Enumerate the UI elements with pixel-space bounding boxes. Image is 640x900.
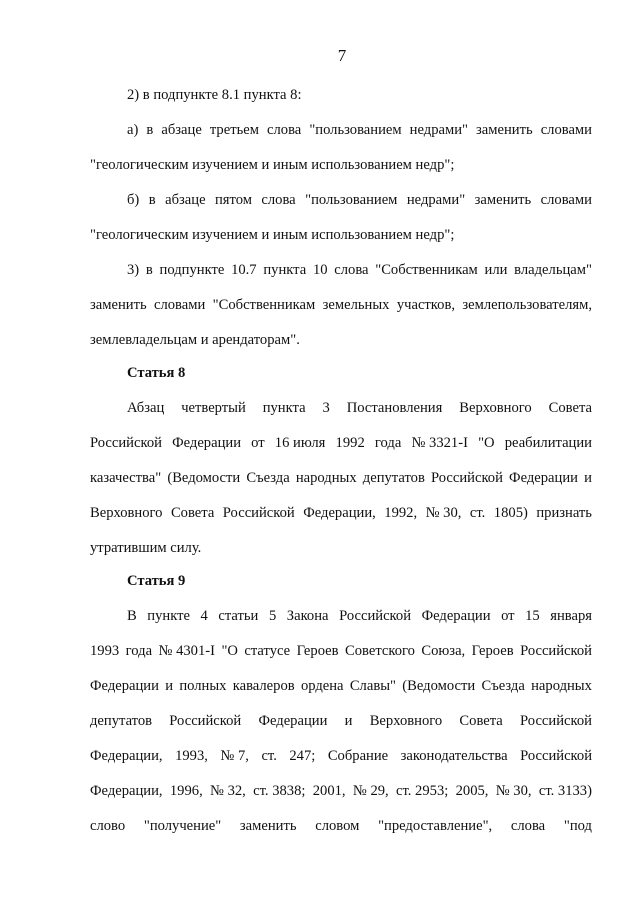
word: года [374,435,402,451]
word: Абзац [127,400,165,416]
word: Совета [548,400,592,416]
text-line [127,259,592,281]
word: Российской [520,748,592,764]
word: "пользованием [305,192,398,208]
word: 1992, [384,505,418,521]
word: (Ведомости [167,470,241,486]
text-line [90,745,592,767]
word: № 7, [220,748,249,764]
word: 1992 [335,435,365,451]
word: Российской [222,505,295,521]
word: января [550,608,592,624]
text-line [90,675,592,697]
word: пятом [215,192,252,208]
word: "пользованием [309,122,402,138]
word: Федерации, [90,783,163,799]
word: Съезда [246,470,290,486]
article-heading: Статья 9 [127,573,186,589]
word: Верховного [369,713,443,729]
word: абзаце [161,122,202,138]
text-line [127,189,592,211]
word: ордена [300,678,344,694]
word: депутатов [362,470,425,486]
word: ст. [261,748,277,764]
word: слова [510,818,546,834]
word: Съезда [481,678,525,694]
word: "О [478,435,495,451]
text-line: утратившим силу. [90,540,202,556]
word: Российской [520,713,592,729]
word: казачества" [90,470,162,486]
word: 2001, [312,783,346,799]
text-line [90,815,592,837]
word: Российской [520,643,592,659]
word: слова [267,122,302,138]
word: и [584,470,592,486]
word: № 30, [495,783,532,799]
word: 1996, [169,783,203,799]
word: 3) [127,262,140,278]
word: словами [540,192,592,208]
word: Героев [471,643,514,659]
word: законодательства [400,748,508,764]
word: Постановления [346,400,443,416]
word: третьем [209,122,259,138]
word: словами [154,297,206,313]
text-line [90,710,592,732]
word: 1993 [90,643,120,659]
word: Федерации [172,435,241,451]
word: Славы" [349,678,396,694]
word: от [251,435,265,451]
word: землепользователям, [462,297,592,313]
word: слова [334,262,369,278]
text-line [90,502,592,524]
word: или [484,262,508,278]
word: года [125,643,153,659]
word: 15 [525,608,540,624]
word: участков, [396,297,455,313]
word: № 32, [210,783,246,799]
word: ст. [469,505,486,521]
word: реабилитации [504,435,592,451]
word: пункта [262,400,306,416]
word: Героев [296,643,339,659]
word: ст. 2953; [396,783,449,799]
word: 5 [268,608,277,624]
word: заменить [90,297,147,313]
word: "получение" [143,818,222,834]
word: заменить [476,122,533,138]
word: ст. 3133) [538,783,592,799]
word: Российской [90,435,162,451]
word: Российской [169,713,242,729]
word: недрами" [406,192,466,208]
word: Советского [345,643,415,659]
word: в [146,122,154,138]
word: № 30, [425,505,462,521]
word: 2005, [455,783,489,799]
word: ст. 3838; [253,783,306,799]
word: четвертый [181,400,246,416]
word: № 29, [352,783,389,799]
word: 16 июля [274,435,326,451]
word: Верховного [90,505,163,521]
word: "Собственникам [212,297,316,313]
word: статьи [218,608,259,624]
word: № 4301-I [158,643,215,659]
word: Федерации [509,470,578,486]
word: 4 [200,608,208,624]
word: 10.7 [231,262,257,278]
text-line [90,640,592,662]
word: Совета [170,505,215,521]
word: "Собственникам [375,262,478,278]
word: полных [179,678,227,694]
word: от [501,608,515,624]
word: Федерации, [303,505,376,521]
word: Закона [286,608,329,624]
word: слово [90,818,126,834]
article-heading: Статья 8 [127,365,186,381]
word: словом [315,818,360,834]
word: недрами" [409,122,468,138]
text-line [90,780,592,802]
word: 247; [289,748,316,764]
word: Федерации [421,608,491,624]
word: народных [531,678,592,694]
word: статусе [244,643,291,659]
word: заменить [239,818,297,834]
word: Верховного [459,400,532,416]
word: пункте [147,608,190,624]
word: б) [127,192,140,208]
word: слова [261,192,296,208]
word: в [148,192,156,208]
word: кавалеров [232,678,295,694]
word: и [344,713,353,729]
word: В [127,608,137,624]
word: Федерации [90,678,159,694]
word: земельных [322,297,390,313]
text-line: землевладельцам и арендаторам". [90,332,300,348]
word: "О [221,643,238,659]
word: подпункте [159,262,225,278]
word: и [165,678,174,694]
word: а) [127,122,139,138]
text-line: "геологическим изучением и иным использованием недр"; [90,227,455,243]
word: № 3321-I [411,435,468,451]
text-line [127,119,592,141]
word: Федерации [258,713,328,729]
word: в [145,262,153,278]
word: признать [536,505,592,521]
word: Российской [339,608,412,624]
word: (Ведомости [402,678,476,694]
word: Собрание [327,748,389,764]
word: заменить [474,192,532,208]
word: Совета [459,713,503,729]
text-line [90,294,592,316]
word: "под [563,818,592,834]
text-line [127,397,592,419]
word: Российской [430,470,503,486]
word: Федерации, [90,748,163,764]
word: 1805) [493,505,528,521]
word: 1993, [175,748,208,764]
text-line: "геологическим изучением и иным использованием недр"; [90,157,455,173]
text-line [90,432,592,454]
word: 3 [322,400,330,416]
word: словами [540,122,592,138]
word: Союза, [421,643,466,659]
word: "предоставление", [378,818,493,834]
word: депутатов [90,713,153,729]
word: народных [295,470,357,486]
page-number: 7 [337,46,347,65]
word: владельцам" [514,262,592,278]
text-line [90,467,592,489]
text-line: 2) в подпункте 8.1 пункта 8: [127,87,302,103]
text-line [127,605,592,627]
word: пункта [263,262,307,278]
word: абзаце [165,192,206,208]
word: 10 [312,262,328,278]
